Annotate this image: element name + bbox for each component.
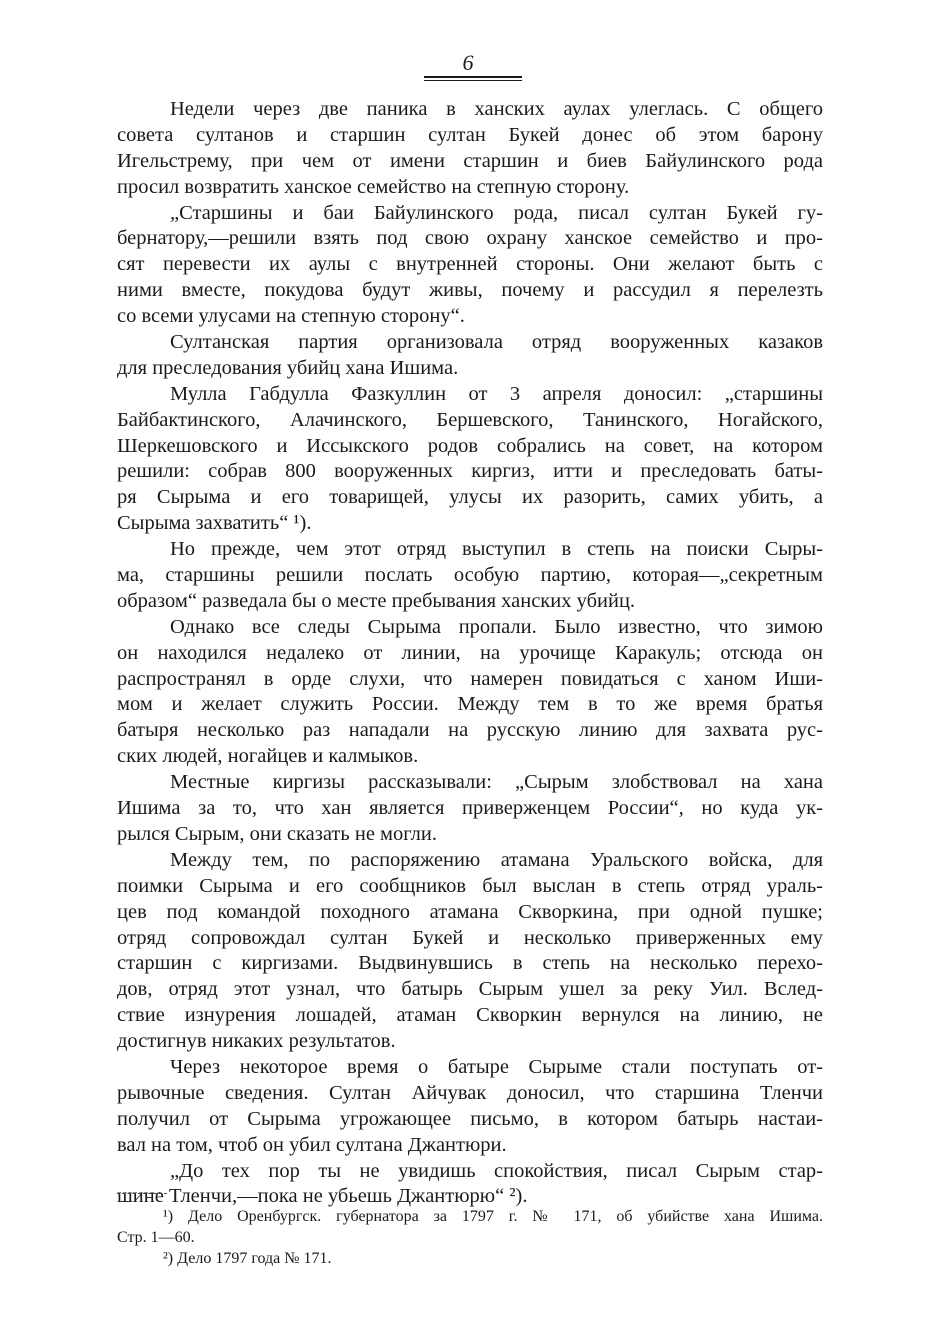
paragraph	[117, 1159, 823, 1211]
text-line: Шеркешовского и Иссыкского родов собрались на совет, на котором	[117, 434, 823, 457]
text-line: Однако все следы Сырыма пропали. Было известно, что зимою	[170, 615, 823, 638]
page-number-rule-thin	[424, 80, 522, 81]
paragraph	[117, 848, 823, 1055]
footnote-separator	[117, 1193, 167, 1194]
text-line: ствие изнурения лошадей, атаман Скворкин вернулся на линию, не	[117, 1004, 823, 1027]
text-line: Недели через две паника в ханских аулах улеглась. С общего	[170, 98, 823, 120]
text-line: ма, старшины решили послать особую партию, которая—„секретным	[117, 564, 823, 587]
body-text	[117, 97, 823, 1210]
text-line: Ишима за то, что хан является приверженцем России“, но куда ук-	[117, 797, 823, 820]
text-line: Между тем, по распоряжению атамана Уральского войска, для	[170, 848, 823, 871]
text-line: бернатору,—решили взять под свою охрану ханское семейство и про-	[117, 227, 823, 250]
footnote-1-line-1: ¹) Дело Оренбургск. губернатора за 1797 г. № 171, об убийстве хана Ишима.	[163, 1208, 823, 1225]
text-line: мом и желает служить России. Между тем в то же время братья	[117, 693, 823, 716]
text-line: Игельстрему, при чем от имени старшин и биев Байулинского рода	[117, 149, 823, 172]
text-line: „До тех пор ты не увидишь спокойствия, писал Сырым стар-	[170, 1159, 823, 1182]
paragraph	[117, 615, 823, 770]
text-line: рывочные сведения. Султан Айчувак доносил, что старшина Тленчи	[117, 1081, 823, 1104]
text-line: батыря несколько раз нападали на русскую линию для захвата рус-	[117, 719, 823, 742]
text-line: Мулла Габдулла Фазкуллин от 3 апреля доносил: „старшины	[170, 382, 823, 405]
page-number: 6	[462, 50, 474, 75]
text-line: рылся Сырым, они сказать не могли.	[117, 822, 437, 845]
text-line: сят перевести их аулы с внутренней стороны. Они желают быть с	[117, 253, 823, 276]
page-number-rule	[424, 76, 522, 78]
footnote-1-line-2: Стр. 1—60.	[117, 1229, 195, 1246]
text-line: дов, отряд этот узнал, что батырь Сырым ушел за реку Уил. Вслед-	[117, 978, 823, 1001]
text-line: Байбактинского, Алачинского, Бершевского, Танинского, Ногайского,	[117, 408, 823, 431]
text-line: Через некоторое время о батыре Сырыме стали поступать от-	[170, 1055, 823, 1078]
paragraph	[117, 97, 823, 201]
footnotes	[117, 1206, 823, 1269]
text-line: образом“ разведала бы о месте пребывания ханских убийц.	[117, 589, 636, 612]
paragraph	[117, 201, 823, 330]
text-line: Местные киргизы рассказывали: „Сырым злобствовал на хана	[170, 771, 823, 794]
text-line: отряд сопровождал султан Букей и несколько приверженных ему	[117, 926, 823, 949]
text-line: просил возвратить ханское семейство на степную сторону.	[117, 175, 630, 198]
text-line: старшин с киргизами. Выдвинувшись в степь на несколько перехо-	[117, 952, 823, 975]
text-line: совета султанов и старшин султан Букей донес об этом барону	[117, 123, 823, 146]
text-line: Но прежде, чем этот отряд выступил в степь на поиски Сыры-	[170, 538, 823, 561]
paragraph	[117, 537, 823, 615]
text-line: распространял в орде слухи, что намерен повидаться с ханом Иши-	[117, 667, 823, 690]
text-line: „Старшины и баи Байулинского рода, писал султан Букей гу-	[170, 201, 823, 224]
text-line: для преследования убийц хана Ишима.	[117, 356, 459, 379]
paragraph	[117, 330, 823, 382]
text-line: Султанская партия организовала отряд вооруженных казаков	[170, 331, 823, 354]
text-line: достигнув никаких результатов.	[117, 1030, 396, 1053]
text-line: получил от Сырыма угрожающее письмо, в котором батырь настаи-	[117, 1107, 823, 1130]
paragraph	[117, 1055, 823, 1159]
text-line: Сырыма захватить“ ¹).	[117, 512, 312, 535]
text-line: он находился недалеко от линии, на урочище Каракуль; отсюда он	[117, 641, 823, 664]
text-line: цев под командой походного атамана Скворкина, при одной пушке;	[117, 900, 823, 923]
text-line: поимки Сырыма и его сообщников был выслан в степь отряд ураль-	[117, 874, 823, 897]
text-line: шине Тленчи,—пока не убьешь Джантюрю“ ²).	[117, 1185, 528, 1208]
footnote-2: ²) Дело 1797 года № 171.	[163, 1250, 332, 1267]
text-line: вал на том, чтоб он убил султана Джантюри.	[117, 1133, 507, 1156]
paragraph	[117, 770, 823, 848]
text-line: решили: собрав 800 вооруженных киргиз, итти и преследовать баты-	[117, 460, 823, 483]
text-line: ними вместе, покудова будут живы, почему и рассудил я перелезть	[117, 279, 823, 302]
text-line: со всеми улусами на степную сторону“.	[117, 305, 465, 328]
paragraph	[117, 382, 823, 537]
text-line: ря Сырыма и его товарищей, улусы их разорить, самих убить, а	[117, 486, 823, 509]
text-line: ских людей, ногайцев и калмыков.	[117, 745, 419, 768]
